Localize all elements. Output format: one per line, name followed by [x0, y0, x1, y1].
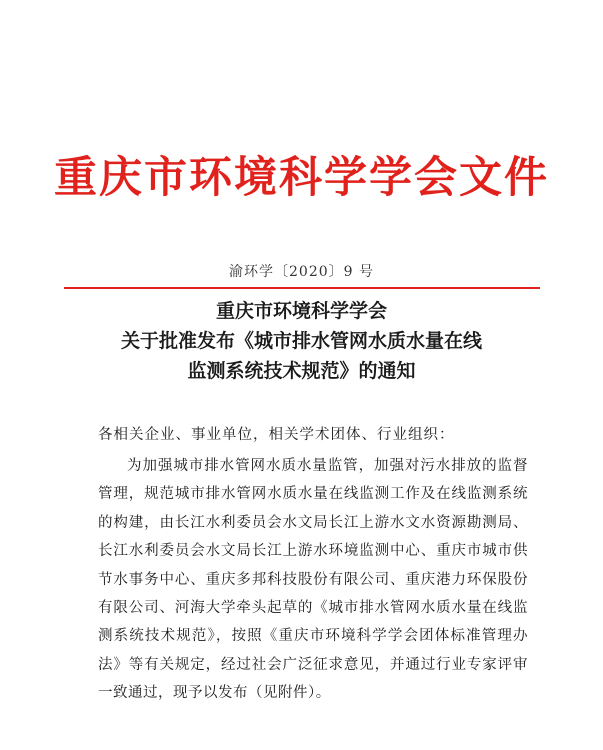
document-header-title: 重庆市环境科学学会文件	[54, 153, 549, 203]
notice-title	[0, 296, 603, 386]
red-divider-rule	[64, 287, 540, 289]
notice-title-line-1: 重庆市环境科学学会	[215, 300, 387, 322]
document-number: 渝环学〔2020〕9 号	[229, 264, 374, 280]
notice-title-line-3: 监测系统技术规范》的通知	[187, 360, 416, 382]
body-paragraph: 为加强城市排水管网水质水量监管，加强对污水排放的监督管理，规范城市排水管网水质水量在线监测工作及在线监测系统的构建，由长江水利委员会水文局长江上游水文水资源勘测局、长江水利委员会水文局长江上游水环境监测中心、重庆市城市供节水事务中心、重庆多邦科技股份有限公司、重庆港力环保股份有限公司、河海大学牵头起草的《城市排水管网水质水量在线监测系统技术规范》，按照《重庆市环境科学学会团体标准管理办法》等有关规定，经过社会广泛征求意见，并通过行业专家评审一致通过，现予以发布（见附件）。	[98, 458, 528, 702]
greeting-line: 各相关企业、事业单位，相关学术团体、行业组织：	[98, 427, 455, 443]
notice-title-line-2: 关于批准发布《城市排水管网水质水量在线	[120, 330, 482, 352]
